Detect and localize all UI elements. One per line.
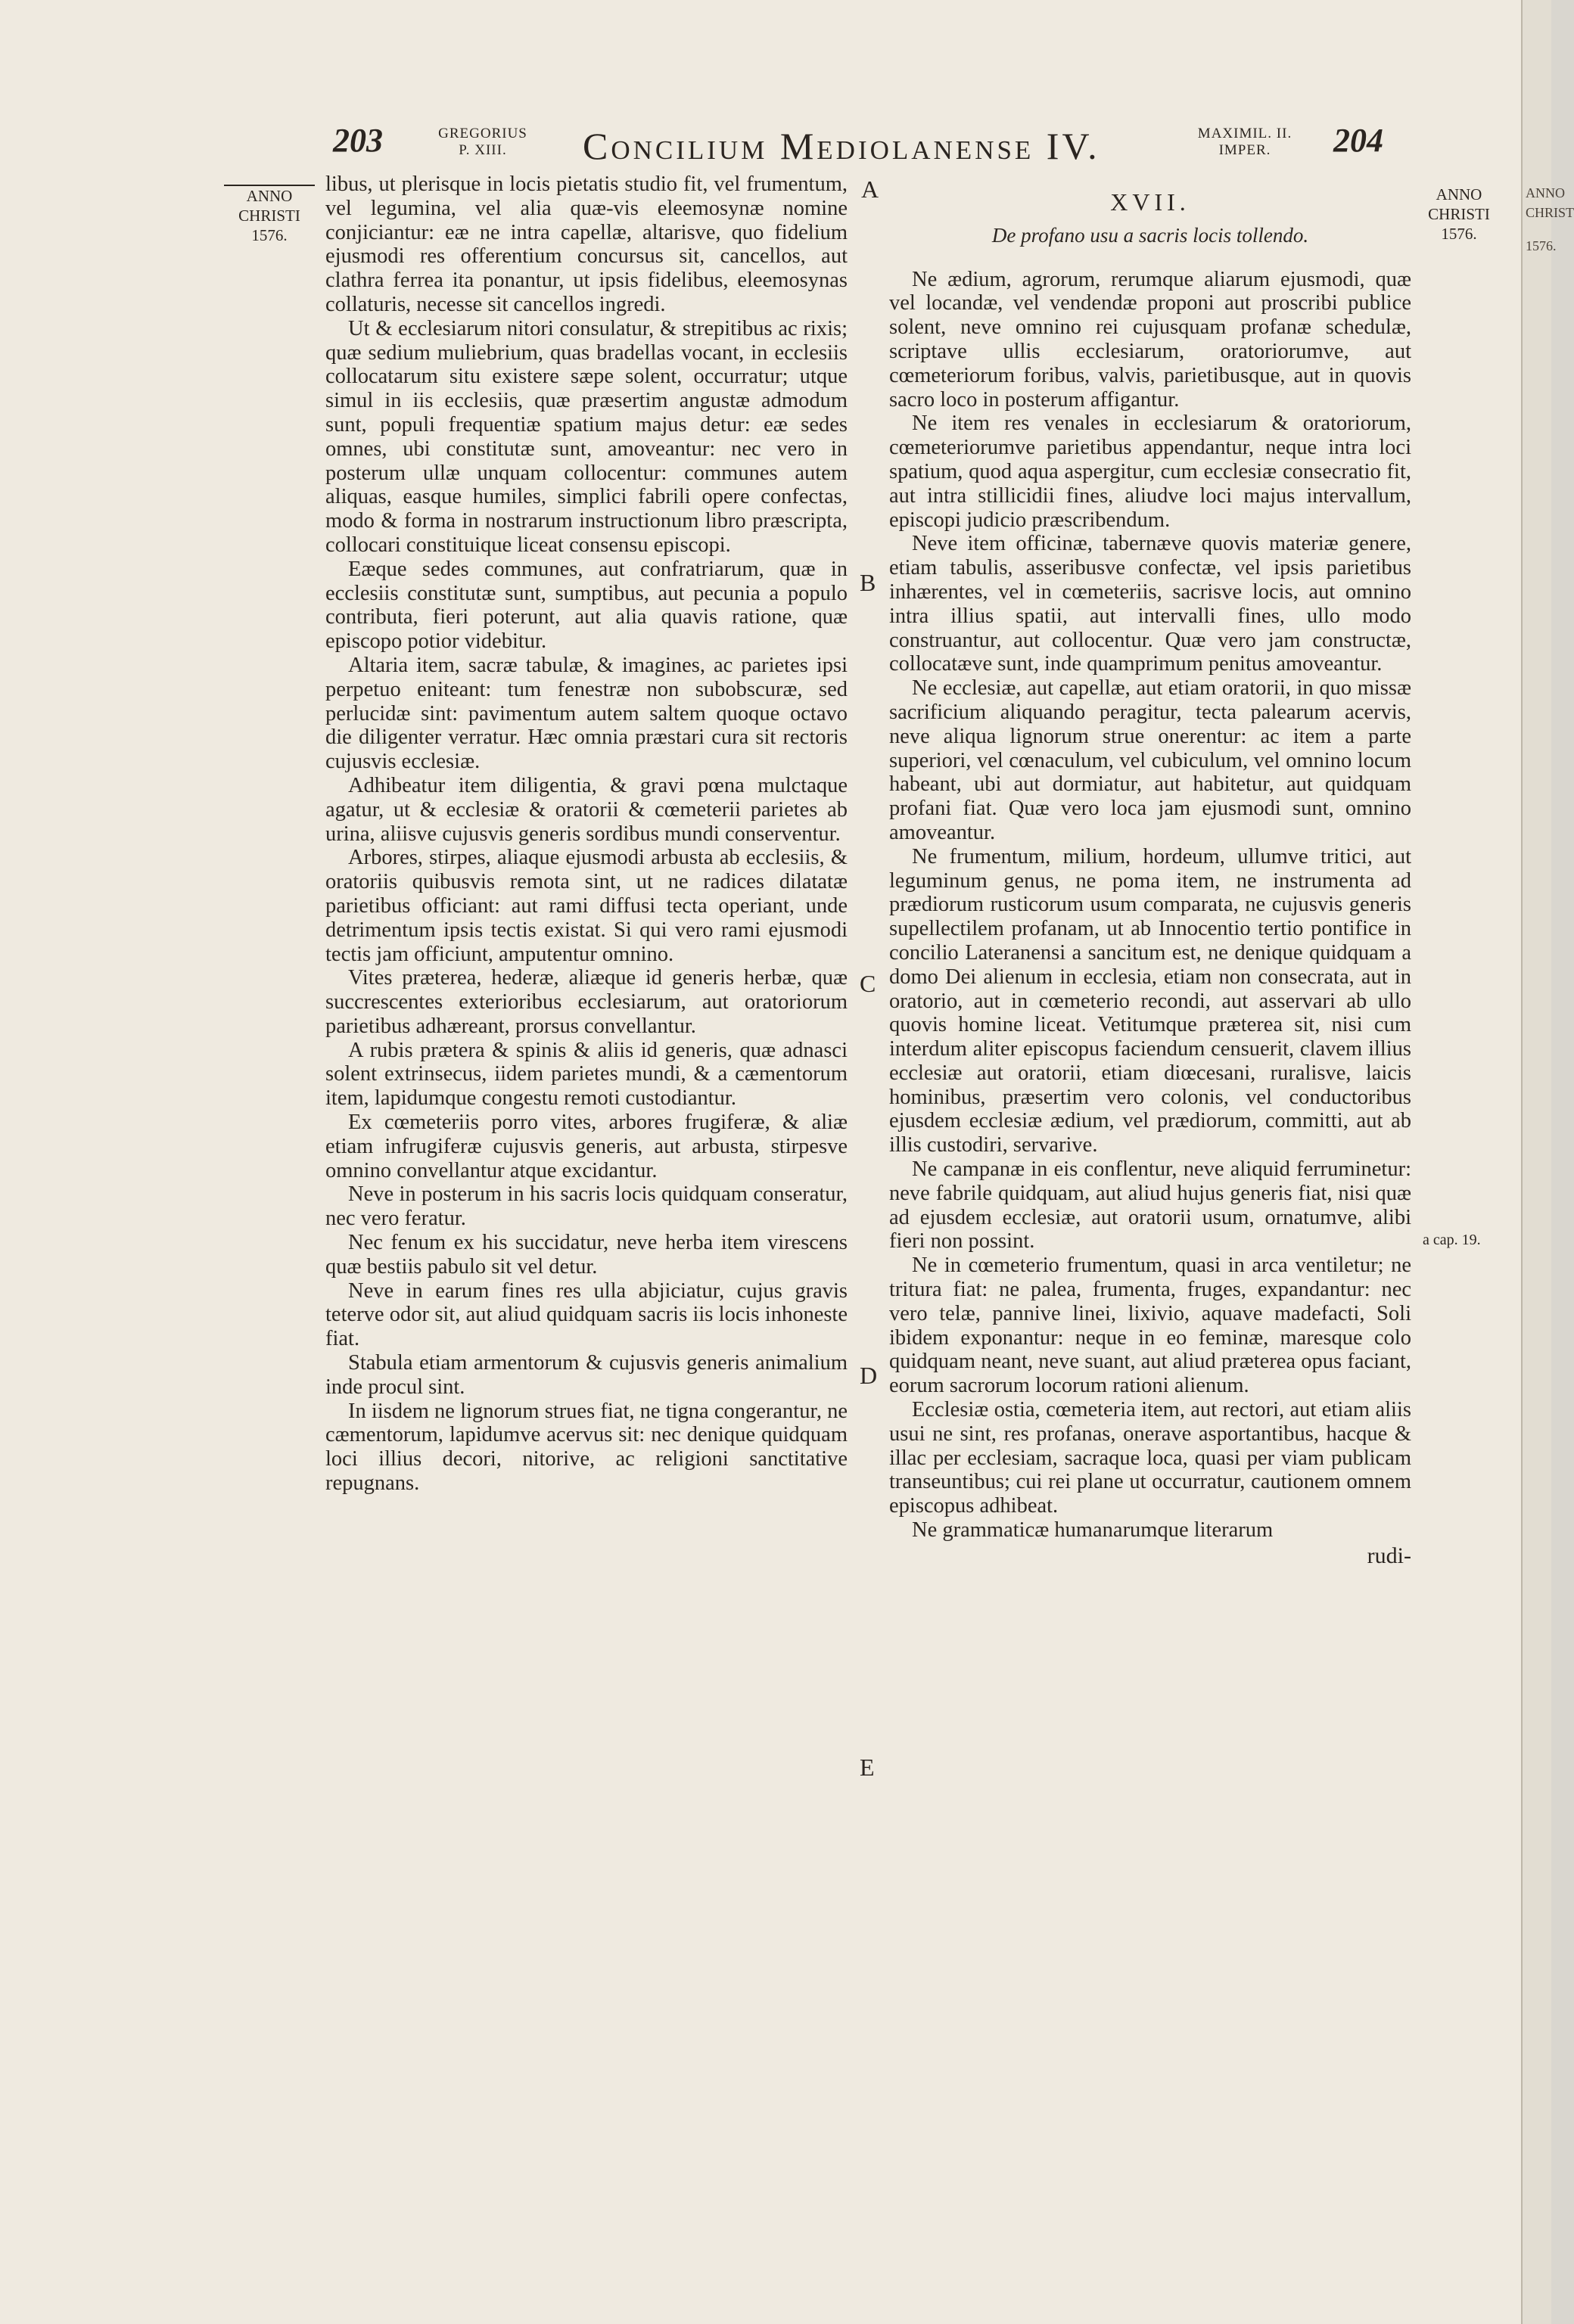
margin-letter-c: C xyxy=(860,970,876,997)
strip-christi: CHRIST xyxy=(1526,205,1574,220)
paragraph: Arbores, stirpes, aliaque ejusmodi arbusta ab ecclesiis, & oratoriis quibusvis remota sint, ut ne radices dilatatæ parietibus officiant: aut rami diffusi tecta operiant, unde detrimentum ipsis tectis existat. Si qui vero rami ejusmodi tectis jam officiunt, amputentur omnino. xyxy=(325,846,848,966)
paragraph: Nec fenum ex his succidatur, neve herba item virescens quæ bestiis pabulo sit vel detur. xyxy=(325,1231,848,1279)
strip-anno: ANNO xyxy=(1526,185,1565,200)
emperor-label: MAXIMIL. II. IMPER. xyxy=(1197,126,1292,158)
section-number: XVII. xyxy=(1110,188,1190,216)
paragraph: Ecclesiæ ostia, cœmeteria item, aut rectori, aut etiam aliis usui ne sint, res profanas, onerave asportantibus, hacque & illac per ecclesiam, sacraque loca, quasi per viam publicam transeuntibus; cui rei plane ut occurratur, cautionem omnem episcopus adhibeat. xyxy=(889,1398,1411,1518)
paragraph: Eæque sedes communes, aut confratriarum, quæ in ecclesiis constitutæ sunt, sumptibus, aut pecunia a populo contributa, fieri poterunt, aut alia quavis ratione, quæ episcopo potior videbitur. xyxy=(325,557,848,654)
paragraph: Altaria item, sacræ tabulæ, & imagines, ac parietes ipsi perpetuo eniteant: tum fenestræ non subobscuræ, sed perlucidæ sint: pavimentum autem saltem quoque octavo die diligenter verratur. Hæc omnia præstari cura sit rectoris cujusvis ecclesiæ. xyxy=(325,653,848,774)
paragraph: Ne grammaticæ humanarumque literarum xyxy=(912,1518,1274,1543)
margin-letter-b: B xyxy=(860,569,876,596)
adjacent-page-edge xyxy=(1521,0,1574,2324)
right-column xyxy=(889,172,1411,1568)
margin-year-right: ANNO CHRISTI 1576. xyxy=(1428,185,1490,243)
page-number-right: 204 xyxy=(1333,122,1383,159)
paragraph: Ne ædium, agrorum, rerumque aliarum ejusmodi, quæ vel locandæ, vel vendendæ proponi aut proscribi publice solent, neve omnino rei cujusquam profanæ schedulæ, scriptave ullis ecclesiarum, oratoriorumve, aut cœmeteriorum foribus, valvis, parietibusque, aut in quovis sacro loco in posterum affigantur. xyxy=(889,267,1411,412)
running-header xyxy=(0,121,1521,174)
strip-year: 1576. xyxy=(1526,238,1557,253)
paragraph: Neve in earum fines res ulla abjiciatur, cujus gravis teterve odor sit, aut aliud quidquam sacris iis locis inhoneste fiat. xyxy=(325,1279,848,1351)
paragraph: Ut & ecclesiarum nitori consulatur, & strepitibus ac rixis; quæ sedium muliebrium, quas bradellas vocant, in ecclesiis collocatarum situ existere sæpe solent, occurratur; utque simul in iis ecclesiis, quæ præsertim angustæ admodum sunt, populi frequentiæ spatium majus detur: eæ sedes omnes, ubi constitutæ sunt, amoveantur: nec vero in posterum ullæ unquam collocentur: communes autem aliquas, easque humiles, simplici fabrili opere confectas, modo & forma in nostrarum instructionum libro præscripta, collocari constituique liceat consensu episcopi. xyxy=(325,316,848,557)
paragraph: Neve in posterum in his sacris locis quidquam conseratur, nec vero feratur. xyxy=(325,1182,848,1231)
paragraph: Ne frumentum, milium, hordeum, ullumve tritici, aut leguminum genus, ne poma item, ne instrumenta ad prædiorum rusticorum usum comparata, ne cujusvis generis supellectilem profanam, ut ab Innocentio tertio pontifice in concilio Lateranensi a sancitum est, ne denique quidquam a domo Dei alienum in ecclesia, etiam non consecrata, aut in oratorio, aut in cœmeterio recondi, aut asservari ab ullo quovis homine liceat. Vetitumque præterea sit, nisi cum interdum aliter episcopus faciendum censuerit, clavem illius ecclesiæ aut oratorii, etiam diœcesani, ruralisve, laicis hominibus, præsertim vero colonis, vel conductoribus ejusdem ecclesiæ ædium, vel prædiorum, committi, aut ab illis custodiri, servarive. xyxy=(889,844,1411,1157)
paragraph: Ne ecclesiæ, aut capellæ, aut etiam oratorii, in quo missæ sacrificium aliquando peragitur, tecta palearum acervis, neve aliqua lignorum strue onerentur: ac item a parte superiori, vel cœnaculum, vel cubiculum, vel omnino locum habeant, ubi aut dormiatur, aut habitetur, aut quidquam profani fiat. Quæ vero loca jam ejusmodi sunt, omnino amoveantur. xyxy=(889,676,1411,844)
margin-letter-e: E xyxy=(860,1754,875,1781)
catchword: rudi- xyxy=(1367,1543,1411,1568)
paragraph: Neve item officinæ, tabernæve quovis materiæ genere, etiam tabulis, asseribusve confectæ, vel ipsis parietibus inhærentes, vel in cœmeteriis, sacrisve locis, aut omnino intra illius spatii, aut intervalli fines, ullo modo construantur, aut collocentur. Quæ vero jam constructæ, collocatæve sunt, inde quamprimum penitus amoveantur. xyxy=(889,532,1411,676)
paragraph: Stabula etiam armentorum & cujusvis generis animalium inde procul sint. xyxy=(325,1351,848,1399)
paragraph: Ne campanæ in eis conflentur, neve aliquid ferruminetur: neve fabrile quidquam, aut aliud hujus generis fiat, nisi quæ ad ejusdem ecclesiæ, aut oratorii usum, ornatumve, alibi fieri non possint. xyxy=(889,1157,1411,1254)
pontiff-label: GREGORIUS P. XIII. xyxy=(438,126,527,158)
page-number-left: 203 xyxy=(333,122,383,159)
section-title: De profano usu a sacris locis tollendo. xyxy=(991,223,1309,247)
paragraph: libus, ut plerisque in locis pietatis studio fit, vel frumentum, vel legumina, vel alia quæ-vis eleemosynæ nomine conjiciantur: eæ ne intra capellæ, altarisve, quo fidelium ejusmodi res offerentium concursus sit, cancellos, aut clathra ferrea ita ponantur, ut ipsis fidelibus, eleemosynas collaturis, necesse sit cancellos ingredi. xyxy=(325,172,848,316)
left-column xyxy=(325,172,848,1496)
paragraph: Vites præterea, hederæ, aliæque id generis herbæ, quæ succrescentes exterioribus ecclesiarum, aut oratoriorum parietibus adhæreant, prorsus convellantur. xyxy=(325,966,848,1038)
paragraph: Ne in cœmeterio frumentum, quasi in arca ventiletur; ne tritura fiat: ne palea, frumenta, fruges, expandantur: nec vero telæ, pannive linei, lixivio, aquave madefacti, Soli ibidem exponantur: neque in eo feminæ, maresque colo quidquam neant, neve suant, aut aliud præterea opus faciant, eorum sacrorum locorum rationi alienum. xyxy=(889,1254,1411,1398)
paragraph: A rubis prætera & spinis & aliis id generis, quæ adnasci solent extrinsecus, iidem parietes mundi, & a cæmentorum item, lapidumque congestu remoti custodiantur. xyxy=(325,1038,848,1111)
margin-note: a cap. 19. xyxy=(1423,1232,1481,1248)
paragraph: In iisdem ne lignorum strues fiat, ne tigna congerantur, ne cæmentorum, lapidumve acervus sit: nec denique quidquam loci illius decori, nitorive, ac religioni sanctitative repugnans. xyxy=(325,1399,848,1496)
margin-year-left: ANNO CHRISTI 1576. xyxy=(224,185,315,245)
paragraph: Adhibeatur item diligentia, & gravi pœna mulctaque agatur, ut & ecclesiæ & oratorii & cœmeterii parietes ab urina, aliisve cujusvis generis sordibus mundi conserventur. xyxy=(325,773,848,846)
margin-letter-a: A xyxy=(861,176,879,203)
page-title: Concilium Mediolanense IV. xyxy=(583,125,1100,167)
margin-letter-d: D xyxy=(860,1362,878,1389)
paragraph: Ex cœmeteriis porro vites, arbores frugiferæ, & aliæ etiam infrugiferæ cujusvis generis, aut arbusta, stirpesve omnino convellantur atque excidantur. xyxy=(325,1111,848,1182)
paragraph: Ne item res venales in ecclesiarum & oratoriorum, cœmeteriorumve parietibus appendantur, neque intra loci spatium, quod aqua aspergitur, cum ecclesiæ consecratio fit, aut intra stillicidii fines, aliudve loci majus intervallum, episcopi judicio præscribendum. xyxy=(889,412,1411,532)
